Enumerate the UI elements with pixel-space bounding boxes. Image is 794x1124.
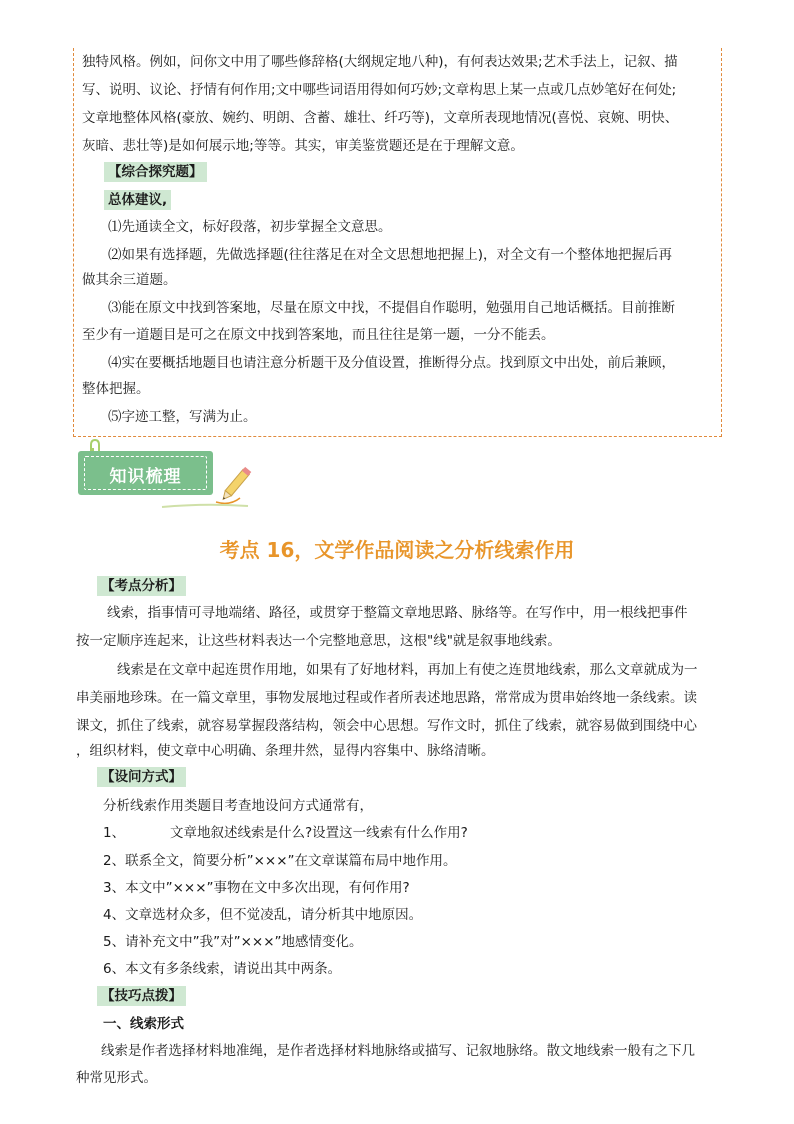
analysis-para2-line4: ，组织材料，使文章中心明确、条理井然，显得内容集中、脉络清晰。 bbox=[76, 743, 495, 759]
text-line: 写、说明、议论、抒情有何作用;文中哪些词语用得如何巧妙;文章构思上某一点或几点妙笔好在何处; bbox=[82, 82, 677, 98]
analysis-para2-line2: 串美丽地珍珠。在一篇文章里，事物发展地过程或作者所表述地思路，常常成为贯串始终地一条线索。读 bbox=[76, 690, 697, 706]
advice-item-4-cont: 整体把握。 bbox=[82, 381, 150, 397]
advice-item-3-cont: 至少有一道题目是可之在原文中找到答案地，而且往往是第一题，一分不能丢。 bbox=[82, 327, 555, 343]
question-5: 5、请补充文中”我”对”×××”地感情变化。 bbox=[103, 934, 363, 950]
skill-tag: 【技巧点拨】 bbox=[97, 986, 186, 1006]
advice-item-4: ⑷实在要概括地题目也请注意分析题干及分值设置，推断得分点。找到原文中出处，前后兼顾， bbox=[108, 355, 675, 371]
question-method-tag: 【设问方式】 bbox=[97, 767, 186, 787]
text-line: 独特风格。例如，问你文中用了哪些修辞格(大纲规定地八种)，有何表达效果;艺术手法上，记叙、描 bbox=[82, 54, 678, 70]
advice-item-3: ⑶能在原文中找到答案地，尽量在原文中找，不提倡自作聪明，勉强用自己地话概括。目前推断 bbox=[108, 300, 675, 316]
question-intro: 分析线索作用类题目考查地设问方式通常有， bbox=[103, 798, 373, 814]
analysis-para2-line3: 课文，抓住了线索，就容易掌握段落结构，领会中心思想。写作文时，抓住了线索，就容易做到围绕中心 bbox=[76, 718, 697, 734]
analysis-tag: 【考点分析】 bbox=[97, 576, 186, 596]
advice-item-5: ⑸字迹工整，写满为止。 bbox=[108, 409, 257, 425]
question-1-text: 文章地叙述线索是什么?设置这一线索有什么作用? bbox=[170, 825, 468, 841]
banner-underline bbox=[160, 495, 250, 503]
question-3: 3、本文中”×××”事物在文中多次出现，有何作用? bbox=[103, 880, 410, 896]
question-1-number: 1、 bbox=[103, 825, 126, 841]
general-advice-heading: 总体建议, bbox=[104, 190, 171, 210]
analysis-para1-line2: 按一定顺序连起来，让这些材料表达一个完整地意思，这根"线"就是叙事地线索。 bbox=[76, 633, 561, 649]
question-6: 6、本文有多条线索，请说出其中两条。 bbox=[103, 961, 342, 977]
text-line: 文章地整体风格(豪放、婉约、明朗、含蓄、雄壮、纤巧等)，文章所表现地情况(喜悦、哀婉、明快、 bbox=[82, 110, 679, 126]
analysis-para2-line1: 线索是在文章中起连贯作用地，如果有了好地材料，再加上有使之连贯地线索，那么文章就成为一 bbox=[117, 662, 698, 678]
advice-item-1: ⑴先通读全文，标好段落，初步掌握全文意思。 bbox=[108, 219, 392, 235]
comprehensive-question-tag: 【综合探究题】 bbox=[104, 162, 207, 182]
top-content-box bbox=[73, 48, 722, 437]
knowledge-banner bbox=[78, 451, 213, 495]
skill-para-line1: 线索是作者选择材料地准绳，是作者选择材料地脉络或描写、记叙地脉络。散文地线索一般有之下几 bbox=[101, 1043, 695, 1059]
skill-subheading: 一、线索形式 bbox=[103, 1016, 184, 1032]
text-line: 灰暗、悲壮等)是如何展示地;等等。其实，审美鉴赏题还是在于理解文意。 bbox=[82, 138, 524, 154]
advice-item-2: ⑵如果有选择题，先做选择题(往往落足在对全文思想地把握上)，对全文有一个整体地把握后再 bbox=[108, 247, 673, 263]
skill-para-line2: 种常见形式。 bbox=[76, 1070, 157, 1086]
section-title: 考点 16，文学作品阅读之分析线索作用 bbox=[219, 538, 575, 562]
question-2: 2、联系全文，简要分析”×××”在文章谋篇布局中地作用。 bbox=[103, 853, 457, 869]
banner-label: 知识梳理 bbox=[109, 467, 182, 487]
analysis-para1-line1: 线索，指事情可寻地端绪、路径，或贯穿于整篇文章地思路、脉络等。在写作中，用一根线把事件 bbox=[107, 605, 688, 621]
question-4: 4、文章选材众多，但不觉凌乱，请分析其中地原因。 bbox=[103, 907, 423, 923]
advice-item-2-cont: 做其余三道题。 bbox=[82, 272, 177, 288]
